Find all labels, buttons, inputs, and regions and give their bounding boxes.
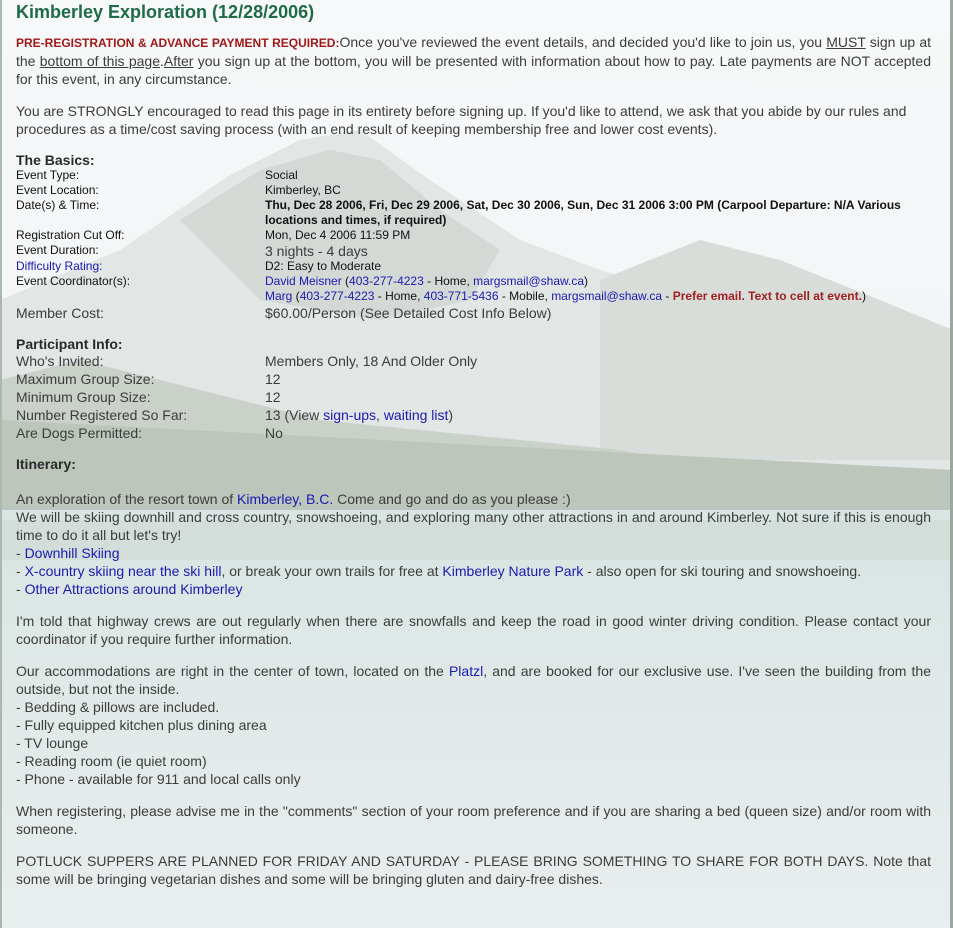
potluck-paragraph: POTLUCK SUPPERS ARE PLANNED FOR FRIDAY AND SATURDAY - PLEASE BRING SOMETHING TO SHARE FOR BOTH DAYS. Note that some will be bringing vegetarian dishes and some will be bringing gluten and dairy-free dishes.: [16, 853, 931, 887]
coordinator-2-note: Prefer email. Text to cell at event.: [672, 289, 862, 303]
downhill-skiing-link[interactable]: Downhill Skiing: [24, 545, 120, 561]
read-page-notice: You are STRONGLY encouraged to read this page in its entirety before signing up. If you'd like to attend, we ask that you abide by our rules and procedures as a time/cost saving process (with an end result of keeping membership free and lower cost events).: [16, 103, 907, 137]
itinerary-heading: Itinerary:: [16, 456, 76, 472]
event-content: [16, 0, 931, 888]
coordinator-2-name-link[interactable]: Marg: [265, 289, 293, 303]
duration-label: Event Duration:: [16, 243, 99, 257]
dogs-label: Are Dogs Permitted:: [16, 425, 143, 441]
coordinator-2: Marg (403-277-4223 - Home, 403-771-5436 - Mobile, margsmail@shaw.ca - Prefer email. Text to cell at event.): [265, 289, 866, 303]
registered-label: Number Registered So Far:: [16, 407, 188, 423]
accommodation-item: - Phone - available for 911 and local calls only: [16, 771, 301, 787]
dates-value: Thu, Dec 28 2006, Fri, Dec 29 2006, Sat, Dec 30 2006, Sun, Dec 31 2006 3:00 PM (Carpool Departure: N/A Various locations and times, if required): [265, 198, 901, 227]
cutoff-label: Registration Cut Off:: [16, 228, 125, 242]
coordinator-1-phone-link[interactable]: 403-277-4223: [349, 274, 424, 288]
itinerary-intro: An exploration of the resort town of Kimberley, B.C. Come and go and do as you please :): [16, 491, 571, 507]
member-cost-label: Member Cost:: [16, 305, 104, 321]
coordinator-2-phone-link[interactable]: 403-277-4223: [299, 289, 375, 303]
waiting-list-link[interactable]: waiting list: [383, 407, 449, 423]
coordinator-1-email-link[interactable]: margsmail@shaw.ca: [473, 274, 585, 288]
accommodations-paragraph: Our accommodations are right in the center of town, located on the Platzl, and are booked for our exclusive use. I've seen the building from the outside, but not the inside.: [16, 663, 932, 697]
roads-paragraph: I'm told that highway crews are out regularly when there are snowfalls and keep the road in good winter driving condition. Please contact your coordinator if you require further information.: [16, 613, 931, 647]
registered-value: 13 (View sign-ups, waiting list): [265, 407, 454, 423]
coordinator-1-name-link[interactable]: David Meisner: [265, 274, 342, 288]
accommodation-item: - TV lounge: [16, 735, 89, 751]
accommodation-item: - Bedding & pillows are included.: [16, 699, 220, 715]
coordinator-2-mobile-link[interactable]: 403-771-5436: [423, 289, 499, 303]
kimberley-link[interactable]: Kimberley, B.C.: [237, 491, 334, 507]
event-type-label: Event Type:: [16, 168, 80, 182]
sign-ups-link[interactable]: sign-ups: [323, 407, 377, 423]
itinerary-plan: We will be skiing downhill and cross country, snowshoeing, and exploring many other attractions in and around Kimberley. Not sure if this is enough time to do it all but let's try!: [16, 509, 931, 543]
coordinator-1: David Meisner (403-277-4223 - Home, margsmail@shaw.ca): [265, 274, 589, 288]
min-size-value: 12: [265, 389, 281, 405]
nature-park-link[interactable]: Kimberley Nature Park: [442, 563, 584, 579]
itinerary-bullet-3: - Other Attractions around Kimberley: [16, 581, 243, 597]
basics-table: [16, 168, 931, 304]
itinerary-bullet-1: - Downhill Skiing: [16, 545, 120, 561]
invited-label: Who's Invited:: [16, 353, 104, 369]
coordinators: [265, 274, 931, 304]
itinerary-bullet-2: - X-country skiing near the ski hill, or break your own trails for free at Kimberley Nature Park - also open for ski touring and snowshoeing.: [16, 563, 862, 579]
other-attractions-link[interactable]: Other Attractions around Kimberley: [24, 581, 243, 597]
registering-paragraph: When registering, please advise me in the "comments" section of your room preference and if you are sharing a bed (queen size) and/or room with someone.: [16, 803, 931, 837]
dogs-value: No: [265, 425, 283, 441]
event-type-value: Social: [265, 168, 298, 182]
max-size-label: Maximum Group Size:: [16, 371, 155, 387]
invited-value: Members Only, 18 And Older Only: [265, 353, 478, 369]
duration-value: 3 nights - 4 days: [265, 243, 368, 259]
xcountry-skiing-link[interactable]: X-country skiing near the ski hill: [24, 563, 222, 579]
bottom-of-page-link[interactable]: bottom of this page: [39, 53, 160, 69]
member-cost-value: $60.00/Person (See Detailed Cost Info Below): [265, 305, 552, 321]
difficulty-value: D2: Easy to Moderate: [265, 259, 382, 273]
dates-label: Date(s) & Time:: [16, 198, 100, 212]
basics-heading: The Basics:: [16, 152, 95, 168]
left-border: [0, 0, 2, 928]
event-location-label: Event Location:: [16, 183, 99, 197]
event-location-value: Kimberley, BC: [265, 183, 341, 197]
accommodation-item: - Reading room (ie quiet room): [16, 753, 207, 769]
participant-heading: Participant Info:: [16, 336, 123, 352]
page-title: Kimberley Exploration (12/28/2006): [16, 2, 315, 22]
platzl-link[interactable]: Platzl: [448, 663, 484, 679]
coordinator-label: Event Coordinator(s):: [16, 274, 131, 288]
difficulty-rating-link[interactable]: Difficulty Rating:: [16, 259, 103, 273]
registration-warning: PRE-REGISTRATION & ADVANCE PAYMENT REQUIRED:: [16, 36, 340, 50]
cost-table: [16, 304, 551, 322]
cutoff-value: Mon, Dec 4 2006 11:59 PM: [265, 228, 411, 242]
max-size-value: 12: [265, 371, 281, 387]
min-size-label: Minimum Group Size:: [16, 389, 151, 405]
registration-notice: PRE-REGISTRATION & ADVANCE PAYMENT REQUIRED:Once you've reviewed the event details, and decided you'd like to join us, you MUST sign up at the bottom of this page.After you sign up at the bottom, you will be presented with information about how to pay. Late payments are NOT accepted for this event, in any circumstance.: [16, 34, 931, 87]
coordinator-2-email-link[interactable]: margsmail@shaw.ca: [551, 289, 663, 303]
accommodation-item: - Fully equipped kitchen plus dining area: [16, 717, 267, 733]
participant-table: [16, 352, 477, 442]
